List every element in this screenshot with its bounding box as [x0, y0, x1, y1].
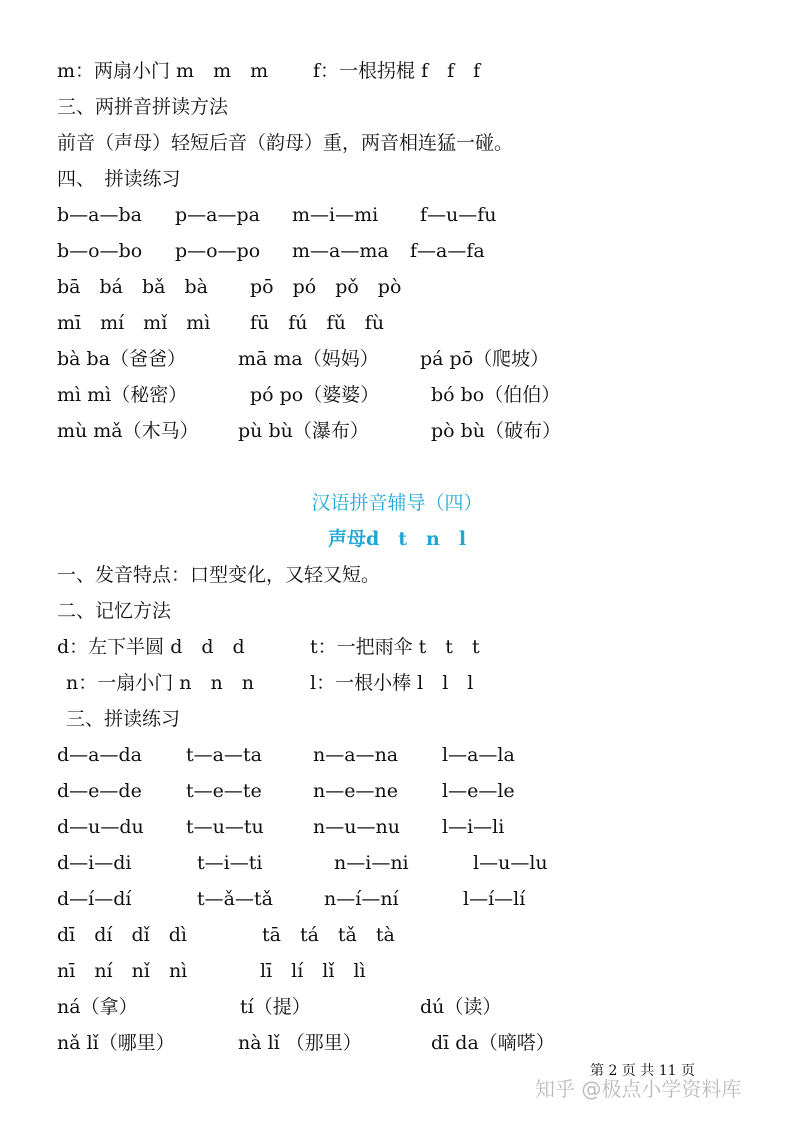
- pinyin-cell: d—a—da: [57, 744, 142, 766]
- word-cell: pó po（婆婆）: [250, 384, 380, 406]
- pinyin-cell: d—u—du: [57, 816, 144, 838]
- word-cell: mù mǎ（木马）: [57, 420, 199, 442]
- word-cell: tí（提）: [240, 996, 311, 1018]
- memory-m: m：两扇小门 m m m: [57, 60, 269, 82]
- pinyin-cell: f—u—fu: [420, 204, 497, 226]
- tone-row: fū fú fǔ fù: [250, 312, 385, 334]
- pinyin-cell: d—e—de: [57, 780, 142, 802]
- pinyin-cell: l—í—lí: [463, 888, 526, 910]
- pinyin-cell: n—u—nu: [313, 816, 400, 838]
- lesson-title: 汉语拼音辅导（四）: [311, 492, 483, 514]
- memory-f: f：一根拐棍 f f f: [313, 60, 481, 82]
- word-cell: bà ba（爸爸）: [57, 348, 187, 370]
- pinyin-cell: l—i—li: [442, 816, 505, 838]
- tone-row: pō pó pǒ pò: [250, 276, 402, 298]
- word-cell: nǎ lǐ（哪里）: [57, 1032, 175, 1054]
- word-cell: nà lǐ （那里）: [238, 1032, 362, 1054]
- pinyin-cell: t—u—tu: [186, 816, 264, 838]
- pinyin-cell: n—i—ni: [334, 852, 409, 874]
- pinyin-cell: p—o—po: [175, 240, 261, 262]
- section-3-title: 三、两拼音拼读方法: [57, 96, 229, 118]
- word-cell: pá pō（爬坡）: [420, 348, 550, 370]
- memory-t: t：一把雨伞 t t t: [310, 636, 480, 658]
- tone-row: nī ní nǐ nì: [57, 960, 188, 982]
- pinyin-cell: b—a—ba: [57, 204, 142, 226]
- pinyin-cell: d—í—dí: [57, 888, 132, 910]
- word-cell: mì mì（秘密）: [57, 384, 188, 406]
- word-cell: pù bù（瀑布）: [238, 420, 369, 442]
- word-cell: ná（拿）: [57, 996, 138, 1018]
- pinyin-cell: t—e—te: [186, 780, 262, 802]
- pinyin-cell: l—u—lu: [473, 852, 548, 874]
- pinyin-cell: n—í—ní: [324, 888, 399, 910]
- word-cell: pò bù（破布）: [431, 420, 562, 442]
- word-cell: bó bo（伯伯）: [431, 384, 561, 406]
- pinyin-cell: f—a—fa: [410, 240, 485, 262]
- point-3: 三、拼读练习: [66, 708, 181, 730]
- pinyin-cell: n—a—na: [313, 744, 399, 766]
- pinyin-cell: m—i—mi: [292, 204, 379, 226]
- watermark: 知乎 @极点小学资料库: [535, 1077, 742, 1101]
- pinyin-cell: t—ǎ—tǎ: [197, 888, 273, 910]
- tone-row: lī lí lǐ lì: [260, 960, 366, 982]
- tone-row: dī dí dǐ dì: [57, 924, 187, 946]
- lesson-subtitle: 声母d t n l: [327, 528, 467, 550]
- section-4-title: 四、 拼读练习: [57, 168, 181, 190]
- pinyin-cell: l—e—le: [442, 780, 515, 802]
- point-2: 二、记忆方法: [57, 600, 172, 622]
- word-cell: dú（读）: [420, 996, 502, 1018]
- pinyin-cell: t—i—ti: [197, 852, 263, 874]
- section-3-text: 前音（声母）轻短后音（韵母）重，两音相连猛一碰。: [57, 132, 514, 154]
- tone-row: mī mí mǐ mì: [57, 312, 211, 334]
- pinyin-cell: b—o—bo: [57, 240, 143, 262]
- word-cell: mā ma（妈妈）: [238, 348, 379, 370]
- pinyin-cell: n—e—ne: [313, 780, 398, 802]
- pinyin-cell: d—i—di: [57, 852, 132, 874]
- page-number: 第 2 页 共 11 页: [590, 1063, 695, 1079]
- tone-row: bā bá bǎ bà: [57, 276, 208, 298]
- pinyin-cell: l—a—la: [442, 744, 515, 766]
- memory-d: d：左下半圆 d d d: [57, 636, 245, 658]
- pinyin-cell: p—a—pa: [175, 204, 260, 226]
- pinyin-cell: t—a—ta: [186, 744, 262, 766]
- tone-row: tā tá tǎ tà: [262, 924, 395, 946]
- point-1: 一、发音特点：口型变化，又轻又短。: [57, 564, 381, 586]
- memory-n: n：一扇小门 n n n: [66, 672, 254, 694]
- memory-l: l：一根小棒 l l l: [310, 672, 474, 694]
- pinyin-cell: m—a—ma: [292, 240, 389, 262]
- word-cell: dī da（嘀嗒）: [431, 1032, 555, 1054]
